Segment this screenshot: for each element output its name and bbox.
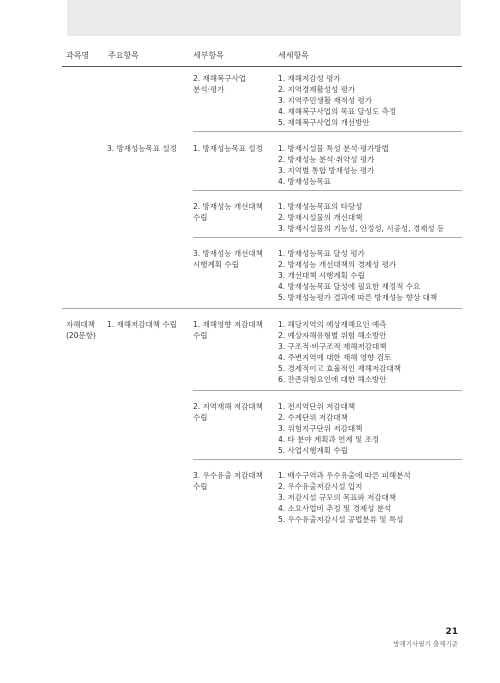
sub-item-cell (193, 470, 263, 492)
detail-items-cell (278, 143, 389, 187)
detail-item: 2. 방재시설물의 개선대책 (278, 213, 363, 222)
detail-item: 6. 잔존위험요인에 대한 해소방안 (278, 375, 387, 384)
detail-items-cell (278, 248, 437, 303)
detail-items-cell (278, 401, 379, 456)
main-item-cell-line: 3. 방재성능목표 설정 (107, 144, 177, 153)
detail-item: 2. 방재성능 분석·취약성 평가 (278, 155, 375, 164)
sub-item-cell (193, 248, 263, 270)
detail-item: 3. 개선대책 시행계획 수립 (278, 271, 365, 280)
detail-item: 2. 우수유출저감시설 입지 (278, 482, 363, 491)
detail-item: 2. 수계단위 저감대책 (278, 413, 348, 422)
detail-items-cell (278, 73, 396, 128)
detail-items-cell (278, 319, 401, 385)
detail-item: 5. 경제적이고 효율적인 재해저감대책 (278, 364, 401, 373)
sub-item-cell (193, 143, 263, 154)
detail-item: 5. 재해복구사업의 개선방안 (278, 118, 370, 127)
top-gray-band (67, 0, 461, 36)
detail-item: 3. 지역주민생활 재적성 평가 (278, 96, 373, 105)
course-cell (66, 319, 96, 341)
detail-item: 1. 전지역단위 저감대책 (278, 402, 356, 411)
row-divider (193, 237, 462, 238)
detail-item: 1. 방재시설물 특성 분석·평가방법 (278, 144, 389, 153)
main-item-cell (107, 319, 177, 330)
sub-item-cell-line: 3. 방재성능 개선대책 (193, 249, 263, 258)
detail-item: 4. 방재성능목표 달성에 필요한 재정적 수요 (278, 282, 421, 291)
main-item-cell-line: 1. 재해저감대책 수립 (107, 320, 177, 329)
sub-item-cell-line: 2. 지역재해 저감대책 (193, 402, 263, 411)
detail-item: 5. 방재성능평가 결과에 따른 방재성능 향상 대책 (278, 293, 438, 302)
sub-item-cell-line: 1. 재해영향 저감대책 (193, 320, 263, 329)
row-divider (193, 459, 462, 460)
detail-item: 3. 방재시설물의 기능성, 안정성, 시공성, 경제성 등 (278, 224, 445, 233)
detail-item: 5. 사업시행계획 수립 (278, 446, 348, 455)
detail-item: 5. 우수유출저감시설 공법분류 및 특성 (278, 515, 404, 524)
header-sub-item: 세부항목 (193, 51, 224, 60)
sub-item-cell (193, 201, 263, 223)
row-divider (193, 390, 462, 391)
sub-item-cell-line: 수립 (193, 213, 208, 222)
detail-item: 3. 위험지구단위 저감대책 (278, 424, 363, 433)
sub-item-cell-line: 수립 (193, 482, 208, 491)
detail-items-cell (278, 470, 411, 525)
detail-item: 3. 지역별 통합 방재성능 평가 (278, 166, 375, 175)
detail-items-cell (278, 201, 444, 234)
sub-item-cell-line: 1. 방재성능목표 설정 (193, 144, 263, 153)
detail-item: 3. 저감시설 규모의 목표와 저감대책 (278, 493, 397, 502)
detail-item: 4. 재해복구사업의 목표 달성도 측정 (278, 107, 397, 116)
main-item-cell (107, 143, 177, 154)
detail-item: 1. 재해저감성 평가 (278, 74, 341, 83)
detail-item: 2. 방재성능 개선대책의 경제성 평가 (278, 260, 397, 269)
detail-item: 1. 방재성능목표 달성 평가 (278, 249, 365, 258)
sub-item-cell-line: 시행계획 수립 (193, 260, 239, 269)
header-detail-item: 세세항목 (278, 51, 309, 60)
footer-text: 방재기사필기 출제기준 (393, 640, 458, 648)
detail-item: 2. 예상자해유형별 위험 해소방안 (278, 331, 387, 340)
detail-item: 4. 타 분야 계획과 연계 및 조정 (278, 435, 380, 444)
detail-item: 3. 구조적·비구조적 재해저감대책 (278, 342, 387, 351)
header-course: 과목명 (66, 51, 90, 60)
sub-item-cell-line: 수립 (193, 331, 208, 340)
row-divider (193, 131, 462, 132)
sub-item-cell-line: 수립 (193, 413, 208, 422)
sub-item-cell-line: 2. 재해복구사업 (193, 74, 247, 83)
row-divider (62, 308, 462, 309)
detail-item: 1. 해당지역의 예상재해요인 예측 (278, 320, 387, 329)
sub-item-cell-line: 분석·평가 (193, 85, 225, 94)
sub-item-cell (193, 73, 246, 95)
page-number: 21 (445, 627, 458, 637)
course-cell-line: (20문항) (66, 331, 96, 340)
header-main-item: 주요항목 (108, 51, 139, 60)
sub-item-cell (193, 401, 263, 423)
sub-item-cell-line: 2. 방재성능 개선대책 (193, 202, 263, 211)
course-cell-line: 자해대책 (66, 320, 95, 329)
row-divider (193, 190, 462, 191)
header-rule (62, 66, 462, 67)
detail-item: 4. 방재성능목표 (278, 177, 332, 186)
detail-item: 1. 방재성능목표의 타당성 (278, 202, 363, 211)
sub-item-cell-line: 3. 우수유출 저감대책 (193, 471, 263, 480)
detail-item: 4. 소요사업비 추정 및 경제성 분석 (278, 504, 392, 513)
sub-item-cell (193, 319, 263, 341)
detail-item: 2. 지역경제활성성 평가 (278, 85, 356, 94)
detail-item: 4. 주변지역에 대한 재해 영향 검토 (278, 353, 392, 362)
detail-item: 1. 배수구역과 우수유출에 따른 피해분석 (278, 471, 411, 480)
